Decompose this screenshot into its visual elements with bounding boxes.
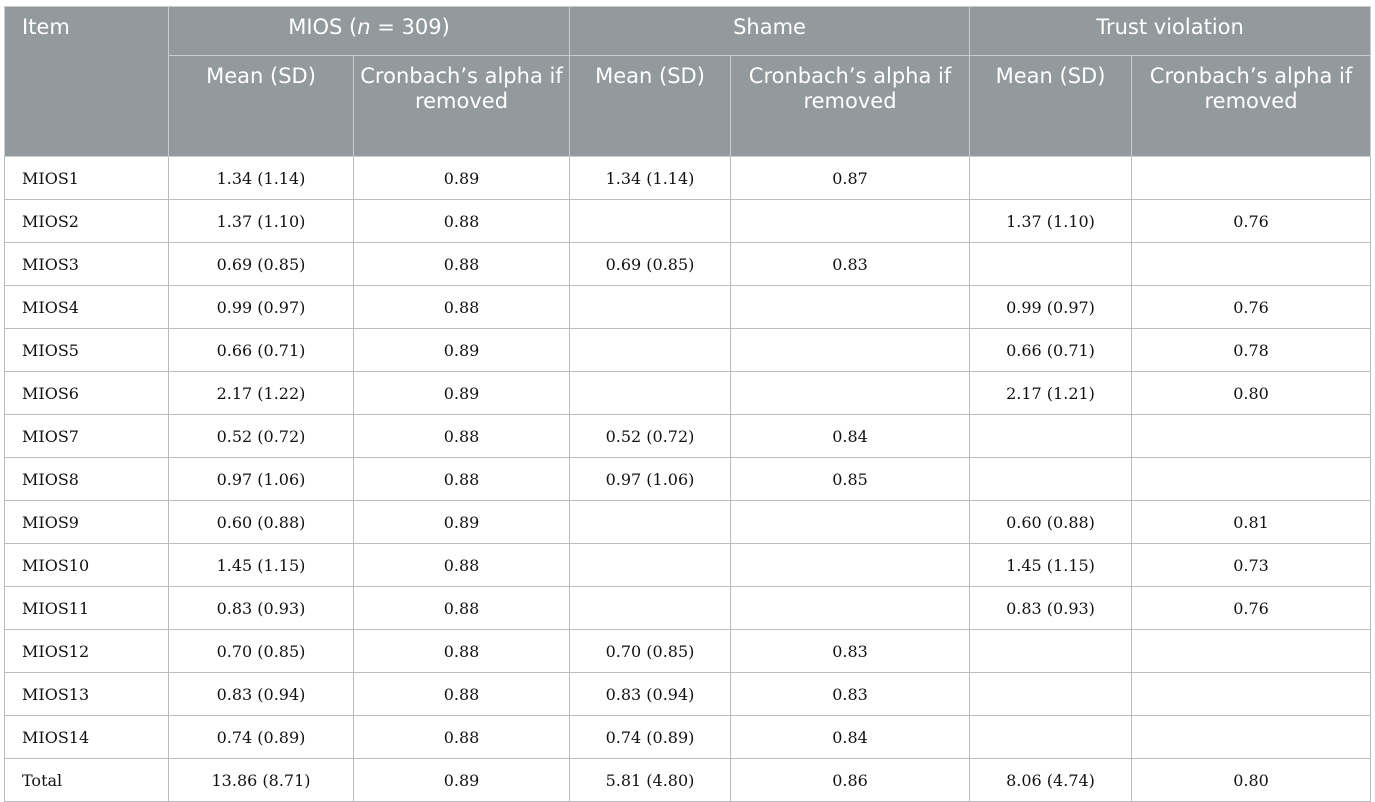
shame-alpha-cell xyxy=(731,372,970,415)
table-row xyxy=(5,372,1371,415)
trust-alpha-cell xyxy=(1132,415,1371,458)
mios-alpha-cell: 0.88 xyxy=(354,716,570,759)
shame-alpha-cell: 0.86 xyxy=(731,759,970,802)
table-header xyxy=(5,7,1371,157)
shame-alpha-cell xyxy=(731,544,970,587)
trust-alpha-cell: 0.76 xyxy=(1132,200,1371,243)
table-row xyxy=(5,587,1371,630)
table-row xyxy=(5,329,1371,372)
table-row xyxy=(5,157,1371,200)
shame-alpha-cell xyxy=(731,286,970,329)
table-row xyxy=(5,458,1371,501)
mios-alpha-cell: 0.88 xyxy=(354,415,570,458)
mios-mean-sd-cell: 0.74 (0.89) xyxy=(169,716,354,759)
mios-alpha-cell: 0.89 xyxy=(354,329,570,372)
mios-alpha-cell: 0.89 xyxy=(354,157,570,200)
trust-alpha-cell xyxy=(1132,243,1371,286)
table-row xyxy=(5,286,1371,329)
trust-mean-sd-cell xyxy=(970,673,1132,716)
trust-alpha-cell xyxy=(1132,157,1371,200)
mios-mean-sd-cell: 0.83 (0.93) xyxy=(169,587,354,630)
item-cell: MIOS13 xyxy=(5,673,169,716)
table-row xyxy=(5,630,1371,673)
shame-mean-sd-cell xyxy=(570,200,731,243)
shame-alpha-cell: 0.83 xyxy=(731,630,970,673)
shame-mean-sd-cell: 1.34 (1.14) xyxy=(570,157,731,200)
shame-alpha-cell xyxy=(731,587,970,630)
mios-group-n: n xyxy=(357,15,371,39)
trust-mean-sd-cell xyxy=(970,630,1132,673)
shame-mean-sd-cell xyxy=(570,286,731,329)
mios-group-prefix: MIOS ( xyxy=(288,15,358,39)
mios-alpha-cell: 0.88 xyxy=(354,200,570,243)
shame-alpha-cell xyxy=(731,200,970,243)
item-cell: MIOS4 xyxy=(5,286,169,329)
mios-mean-sd-cell: 0.97 (1.06) xyxy=(169,458,354,501)
trust-mean-sd-cell: 0.99 (0.97) xyxy=(970,286,1132,329)
trust-alpha-cell: 0.76 xyxy=(1132,587,1371,630)
item-cell: MIOS6 xyxy=(5,372,169,415)
item-cell: MIOS7 xyxy=(5,415,169,458)
shame-alpha-cell: 0.83 xyxy=(731,243,970,286)
trust-alpha-header: Cronbach’s alpha if removed xyxy=(1132,56,1371,157)
shame-alpha-header: Cronbach’s alpha if removed xyxy=(731,56,970,157)
shame-mean-sd-cell xyxy=(570,587,731,630)
mios-mean-sd-cell: 0.66 (0.71) xyxy=(169,329,354,372)
item-cell: MIOS8 xyxy=(5,458,169,501)
trust-violation-group-header: Trust violation xyxy=(970,7,1371,56)
trust-mean-sd-cell: 2.17 (1.21) xyxy=(970,372,1132,415)
mios-mean-sd-cell: 0.69 (0.85) xyxy=(169,243,354,286)
trust-alpha-cell: 0.76 xyxy=(1132,286,1371,329)
table-body xyxy=(5,157,1371,802)
mios-alpha-cell: 0.89 xyxy=(354,501,570,544)
shame-mean-sd-cell: 0.83 (0.94) xyxy=(570,673,731,716)
shame-mean-sd-cell xyxy=(570,544,731,587)
shame-mean-sd-cell: 0.97 (1.06) xyxy=(570,458,731,501)
mios-alpha-cell: 0.89 xyxy=(354,372,570,415)
shame-mean-sd-cell xyxy=(570,501,731,544)
shame-alpha-cell xyxy=(731,329,970,372)
shame-alpha-cell: 0.83 xyxy=(731,673,970,716)
trust-mean-sd-cell xyxy=(970,243,1132,286)
trust-alpha-cell: 0.81 xyxy=(1132,501,1371,544)
table-row xyxy=(5,716,1371,759)
shame-alpha-cell: 0.87 xyxy=(731,157,970,200)
mios-mean-sd-cell: 0.60 (0.88) xyxy=(169,501,354,544)
mios-alpha-cell: 0.88 xyxy=(354,587,570,630)
trust-mean-sd-cell: 0.83 (0.93) xyxy=(970,587,1132,630)
trust-mean-sd-cell xyxy=(970,458,1132,501)
table-row xyxy=(5,673,1371,716)
shame-mean-sd-cell: 5.81 (4.80) xyxy=(570,759,731,802)
trust-mean-sd-cell xyxy=(970,157,1132,200)
mios-alpha-cell: 0.88 xyxy=(354,630,570,673)
trust-alpha-cell: 0.78 xyxy=(1132,329,1371,372)
mios-group-suffix: = 309) xyxy=(370,15,450,39)
mios-alpha-cell: 0.88 xyxy=(354,286,570,329)
mios-mean-sd-cell: 13.86 (8.71) xyxy=(169,759,354,802)
shame-alpha-cell: 0.85 xyxy=(731,458,970,501)
mios-mean-sd-cell: 1.37 (1.10) xyxy=(169,200,354,243)
shame-mean-sd-cell: 0.52 (0.72) xyxy=(570,415,731,458)
shame-alpha-cell: 0.84 xyxy=(731,716,970,759)
item-cell: MIOS11 xyxy=(5,587,169,630)
mios-alpha-cell: 0.89 xyxy=(354,759,570,802)
trust-alpha-cell xyxy=(1132,458,1371,501)
mios-alpha-header: Cronbach’s alpha if removed xyxy=(354,56,570,157)
trust-mean-sd-cell: 0.60 (0.88) xyxy=(970,501,1132,544)
item-cell: MIOS12 xyxy=(5,630,169,673)
mios-mean-sd-header: Mean (SD) xyxy=(169,56,354,157)
header-sub-row xyxy=(5,56,1371,157)
trust-mean-sd-cell: 0.66 (0.71) xyxy=(970,329,1132,372)
trust-mean-sd-cell: 8.06 (4.74) xyxy=(970,759,1132,802)
header-group-row xyxy=(5,7,1371,56)
mios-statistics-table xyxy=(4,6,1371,802)
shame-group-header: Shame xyxy=(570,7,970,56)
mios-alpha-cell: 0.88 xyxy=(354,243,570,286)
item-cell: MIOS2 xyxy=(5,200,169,243)
table-row xyxy=(5,501,1371,544)
shame-mean-sd-cell: 0.74 (0.89) xyxy=(570,716,731,759)
table-row xyxy=(5,544,1371,587)
shame-mean-sd-cell xyxy=(570,329,731,372)
mios-mean-sd-cell: 0.70 (0.85) xyxy=(169,630,354,673)
trust-mean-sd-cell: 1.45 (1.15) xyxy=(970,544,1132,587)
item-cell: MIOS5 xyxy=(5,329,169,372)
trust-alpha-cell: 0.73 xyxy=(1132,544,1371,587)
mios-group-header xyxy=(169,7,570,56)
mios-alpha-cell: 0.88 xyxy=(354,544,570,587)
table-row xyxy=(5,759,1371,802)
trust-alpha-cell: 0.80 xyxy=(1132,759,1371,802)
item-cell: Total xyxy=(5,759,169,802)
mios-mean-sd-cell: 0.99 (0.97) xyxy=(169,286,354,329)
item-column-header: Item xyxy=(5,7,169,157)
mios-mean-sd-cell: 1.34 (1.14) xyxy=(169,157,354,200)
table-row xyxy=(5,200,1371,243)
mios-mean-sd-cell: 2.17 (1.22) xyxy=(169,372,354,415)
trust-alpha-cell xyxy=(1132,630,1371,673)
table-row xyxy=(5,415,1371,458)
trust-mean-sd-header: Mean (SD) xyxy=(970,56,1132,157)
shame-mean-sd-cell: 0.69 (0.85) xyxy=(570,243,731,286)
shame-mean-sd-header: Mean (SD) xyxy=(570,56,731,157)
item-cell: MIOS3 xyxy=(5,243,169,286)
shame-mean-sd-cell: 0.70 (0.85) xyxy=(570,630,731,673)
trust-mean-sd-cell xyxy=(970,415,1132,458)
item-cell: MIOS9 xyxy=(5,501,169,544)
table-row xyxy=(5,243,1371,286)
mios-alpha-cell: 0.88 xyxy=(354,673,570,716)
trust-mean-sd-cell: 1.37 (1.10) xyxy=(970,200,1132,243)
trust-alpha-cell xyxy=(1132,673,1371,716)
shame-alpha-cell: 0.84 xyxy=(731,415,970,458)
item-cell: MIOS1 xyxy=(5,157,169,200)
trust-alpha-cell: 0.80 xyxy=(1132,372,1371,415)
item-cell: MIOS14 xyxy=(5,716,169,759)
trust-mean-sd-cell xyxy=(970,716,1132,759)
trust-alpha-cell xyxy=(1132,716,1371,759)
shame-mean-sd-cell xyxy=(570,372,731,415)
shame-alpha-cell xyxy=(731,501,970,544)
mios-mean-sd-cell: 0.83 (0.94) xyxy=(169,673,354,716)
mios-mean-sd-cell: 1.45 (1.15) xyxy=(169,544,354,587)
mios-mean-sd-cell: 0.52 (0.72) xyxy=(169,415,354,458)
item-cell: MIOS10 xyxy=(5,544,169,587)
mios-alpha-cell: 0.88 xyxy=(354,458,570,501)
